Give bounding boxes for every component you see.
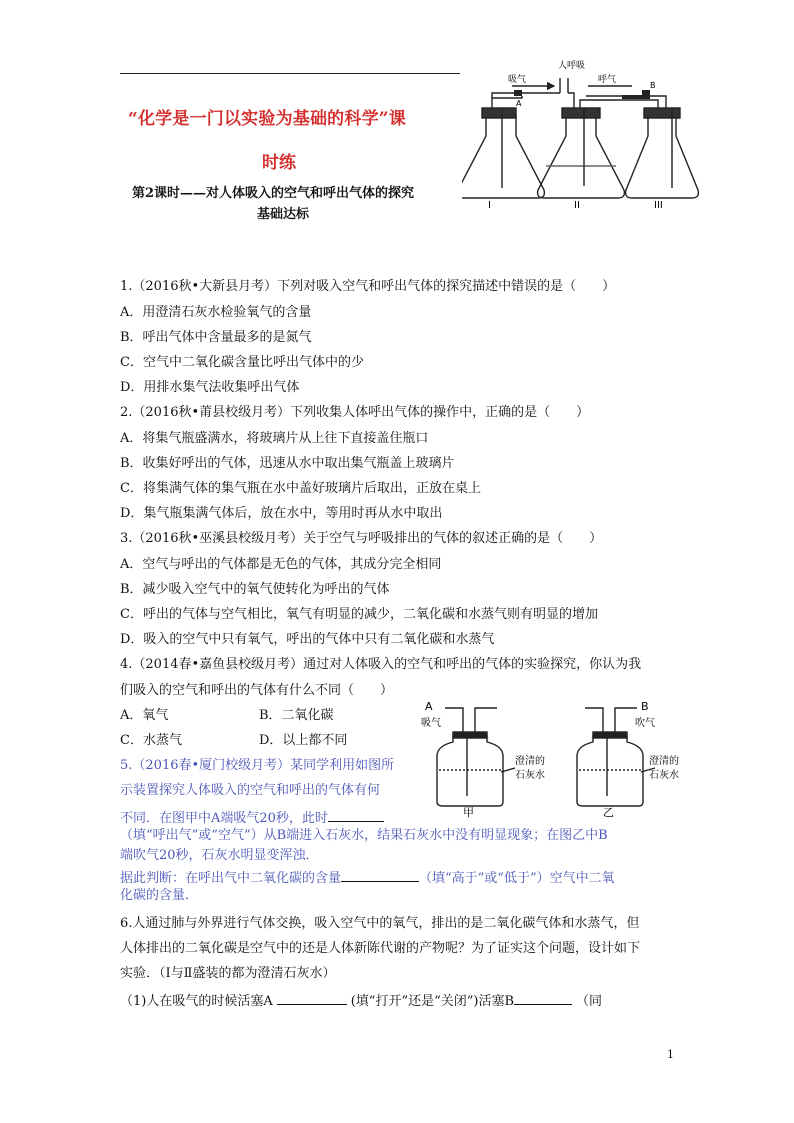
question-6-text-4a: （1)人在吸气的时候活塞A: [120, 994, 273, 1009]
valve-b-label: B: [650, 81, 656, 90]
flask-2-label: II: [574, 200, 580, 211]
question-6-text-4c: （同: [576, 994, 603, 1009]
question-6-text-1: 6.人通过肺与外界进行气体交换，吸入空气中的氧气，排出的是二氧化碳气体和水蒸气，但: [120, 916, 640, 931]
lesson-subtitle: 第2课时——对人体吸入的空气和呼出气体的探究: [132, 186, 415, 201]
question-1-option-b: B．呼出气体中含量最多的是氮气: [120, 330, 312, 345]
question-5-text-3: 不同．在图甲中A端吸气20秒，此时: [120, 811, 328, 826]
limewater-label-jia-1: 澄清的: [515, 756, 545, 767]
question-5-line-3: [120, 808, 384, 827]
question-6-line-2: 人体排出的二氧化碳是空气中的还是人体新陈代谢的产物呢？为了证实这个问题，设计如下: [120, 941, 641, 956]
question-4-stem-continued: 们吸入的空气和呼出的气体有什么不同（ ）: [120, 683, 394, 698]
question-3-option-a: A．空气与呼出的气体都是无色的气体，其成分完全相同: [120, 557, 442, 572]
flask-1-label: I: [488, 200, 491, 211]
question-2-option-b: B．收集好呼出的气体，迅速从水中取出集气瓶盖上玻璃片: [120, 456, 455, 471]
port-b-label: B: [641, 700, 649, 713]
question-3-option-b: B．减少吸入空气中的氧气使转化为呼出的气体: [120, 582, 390, 597]
section-heading: 基础达标: [257, 207, 310, 222]
question-2-option-a: A．将集气瓶盛满水，将玻璃片从上往下直接盖住瓶口: [120, 431, 429, 446]
question-4-option-c: C．水蒸气: [120, 733, 182, 748]
limewater-label-yi-2: 石灰水: [649, 770, 679, 781]
exhale-label: 呼气: [598, 75, 617, 85]
port-a-label: A: [425, 700, 433, 713]
question-1-option-d: D．用排水集气法收集呼出气体: [120, 380, 300, 395]
question-3-option-d: D．吸入的空气中只有氧气，呼出的气体中只有二氧化碳和水蒸气: [120, 632, 495, 647]
page-title: “化学是一门以实验为基础的科学”课: [128, 109, 406, 129]
answer-blank-1[interactable]: [328, 808, 384, 822]
question-6-text-4b: (填“打开”还是“关闭”)活塞B: [350, 994, 515, 1009]
question-5-line-1: [120, 758, 394, 774]
page-number: 1: [667, 1048, 674, 1061]
answer-blank-3[interactable]: [277, 991, 347, 1005]
question-5-line-2: 示装置探究人体吸入的空气和呼出的气体有何: [120, 783, 381, 798]
question-6-line-3: 实验．（Ⅰ与Ⅱ盛装的都为澄清石灰水）: [120, 966, 336, 981]
breath-label: 人呼吸: [558, 61, 586, 71]
question-5-text-1: 5.（2016春•厦门校级月考）某同学利用如图所: [120, 758, 395, 773]
bottle-yi-label: 乙: [603, 806, 614, 818]
question-6-line-4: [120, 991, 602, 1010]
question-2-stem: 2.（2016秋•莆县校级月考）下列收集人体呼出气体的操作中，正确的是（ ）: [120, 405, 590, 420]
question-5-text-6b: （填“高于”或“低于”）空气中二氧: [419, 871, 615, 886]
answer-blank-2[interactable]: [341, 868, 419, 882]
inhale-label: 吸气: [508, 75, 527, 85]
question-1-option-a: A．用澄清石灰水检验氧气的含量: [120, 305, 312, 320]
question-2-option-c: C．将集满气体的集气瓶在水中盖好玻璃片后取出，正放在桌上: [120, 481, 481, 496]
limewater-label-yi-1: 澄清的: [649, 756, 679, 767]
question-4-stem: 4.（2014春•嘉鱼县校级月考）通过对人体吸入的空气和呼出的气体的实验探究，你认为我: [120, 657, 642, 672]
question-4-option-a: A．氧气: [120, 708, 169, 723]
question-4-option-d: D．以上都不同: [259, 733, 348, 748]
answer-blank-4[interactable]: [514, 991, 572, 1005]
question-1-option-c: C．空气中二氧化碳含量比呼出气体中的少: [120, 355, 364, 370]
valve-a-label: A: [516, 99, 522, 108]
bottle-jia-label: 甲: [463, 806, 474, 818]
inhale-action-label: 吸气: [421, 718, 441, 729]
question-5-line-5: 端吹气20秒，石灰水明显变浑浊．: [120, 848, 319, 863]
question-5-text-6a: 据此判断：在呼出气中二氧化碳的含量: [120, 871, 342, 886]
question-3-option-c: C．呼出的气体与空气相比，氧气有明显的减少，二氧化碳和水蒸气则有明显的增加: [120, 607, 598, 622]
gas-washing-bottles-figure: [415, 698, 695, 818]
flask-3-label: III: [654, 200, 663, 211]
question-5-line-7: 化碳的含量．: [120, 888, 199, 903]
question-2-option-d: D．集气瓶集满气体后，放在水中，等用时再从水中取出: [120, 506, 443, 521]
question-4-option-b: B．二氧化碳: [259, 708, 334, 723]
question-3-stem: 3.（2016秋•巫溪县校级月考）关于空气与呼吸排出的气体的叙述正确的是（ ）: [120, 531, 603, 546]
page-title-continued: 时练: [262, 153, 296, 173]
exhale-action-label: 吹气: [635, 718, 655, 729]
breathing-apparatus-figure: [462, 58, 702, 218]
question-5-line-6: [120, 868, 615, 887]
question-6-line-1: [120, 916, 639, 932]
limewater-label-jia-2: 石灰水: [515, 770, 545, 781]
question-5-line-4: （填“呼出气”或“空气”）从B端进入石灰水，结果石灰水中没有明显现象；在图乙中B: [120, 828, 608, 843]
question-1-stem: 1.（2016秋•大新县月考）下列对吸入空气和呼出气体的探究描述中错误的是（ ）: [120, 279, 616, 294]
header-rule: [120, 73, 460, 74]
